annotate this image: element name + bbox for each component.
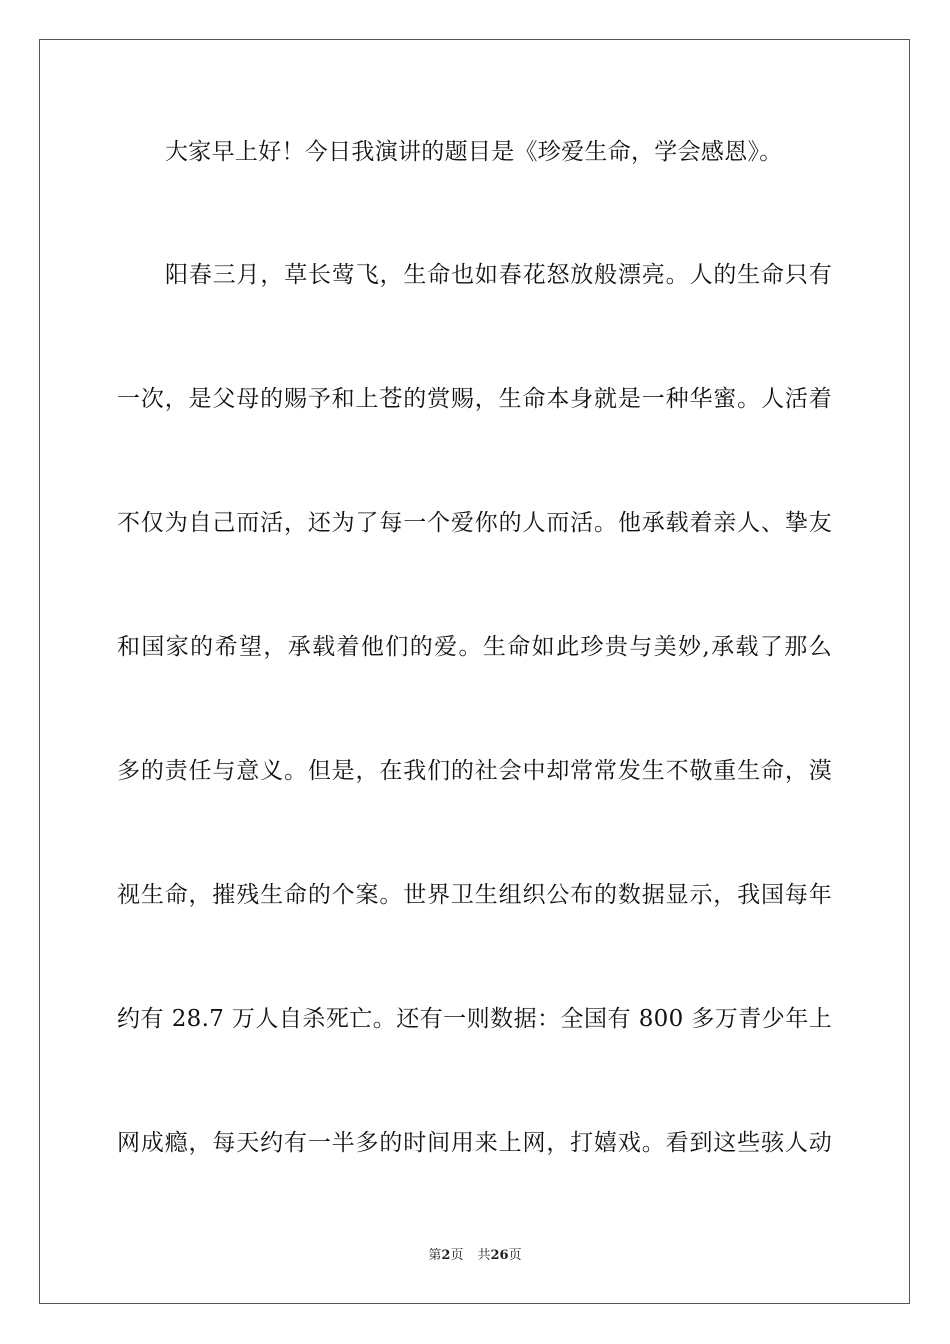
paragraph-line: 阳春三月，草长莺飞，生命也如春花怒放般漂亮。人的生命只有 — [165, 262, 832, 288]
paragraph-line: 一次，是父母的赐予和上苍的赏赐，生命本身就是一种华蜜。人活着 — [117, 386, 832, 412]
page-number-prefix: 第 — [428, 1248, 442, 1263]
page-total: 26 — [490, 1248, 509, 1263]
paragraph-line: 和国家的希望，承载着他们的爱。生命如此珍贵与美妙,承载了那么 — [117, 634, 832, 660]
page-number-current: 2 — [441, 1248, 451, 1263]
paragraph-line: 视生命，摧残生命的个案。世界卫生组织公布的数据显示，我国每年 — [117, 882, 832, 908]
page-total-suffix: 页 — [508, 1248, 522, 1263]
page-footer — [0, 1247, 950, 1265]
paragraph-line: 网成瘾，每天约有一半多的时间用来上网，打嬉戏。看到这些骇人动 — [117, 1130, 832, 1156]
page-total-prefix: 共 — [477, 1248, 491, 1263]
paragraph-line: 约有 28.7 万人自杀死亡。还有一则数据：全国有 800 多万青少年上 — [117, 1006, 832, 1032]
paragraph-line: 大家早上好！今日我演讲的题目是《珍爱生命，学会感恩》。 — [165, 139, 783, 165]
paragraph-line: 多的责任与意义。但是，在我们的社会中却常常发生不敬重生命，漠 — [117, 758, 832, 784]
paragraph-line: 不仅为自己而活，还为了每一个爱你的人而活。他承载着亲人、挚友 — [117, 510, 832, 536]
page-border — [39, 39, 910, 1304]
page-number-suffix: 页 — [450, 1248, 464, 1263]
